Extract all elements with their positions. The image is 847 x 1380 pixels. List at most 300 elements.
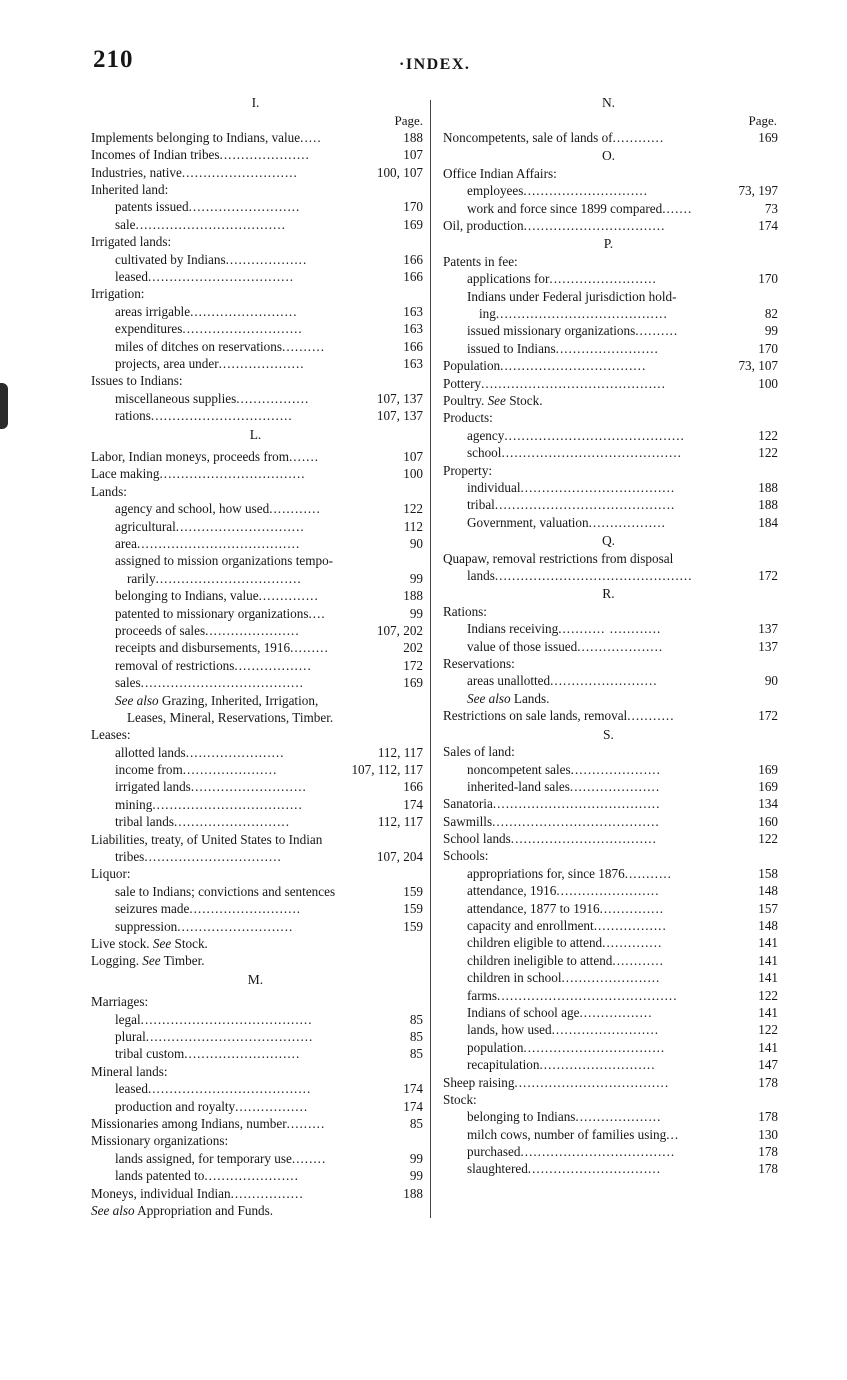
entry-page-number: 163 <box>403 303 423 319</box>
entry-page-number: 100 <box>403 466 423 482</box>
section-letter: I. <box>251 95 260 110</box>
entry-text: removal of restrictions <box>115 657 235 673</box>
entry-text: seizures made <box>115 901 190 917</box>
index-entry <box>84 952 427 969</box>
entry-page-number: 107 <box>403 449 423 465</box>
index-entry <box>436 778 781 795</box>
entry-label <box>443 707 675 724</box>
entry-page-number: 112 <box>403 518 423 534</box>
entry-label <box>91 831 322 848</box>
dot-leader: ............................ <box>182 321 303 337</box>
entry-text: Indians under Federal jurisdiction hold- <box>467 288 677 304</box>
entry-text: sale to Indians; convictions and sentences <box>115 883 336 899</box>
entry-text: miscellaneous supplies <box>115 390 237 406</box>
index-entry <box>436 1091 781 1108</box>
entry-page-number: 157 <box>758 900 778 916</box>
entry-page-number: 107, 112, 117 <box>351 762 423 778</box>
entry-label <box>467 638 663 655</box>
index-entry <box>84 216 427 233</box>
dot-leader: ................. <box>235 1098 309 1114</box>
dot-leader: .............. <box>602 935 663 951</box>
entry-page-number: 107, 137 <box>376 408 423 424</box>
index-entry <box>84 303 427 320</box>
index-entry <box>84 1080 427 1097</box>
index-entry <box>84 129 427 146</box>
entry-text: Noncompetents, sale of lands of <box>443 129 613 145</box>
entry-page-number: 169 <box>403 216 423 232</box>
index-entry <box>84 1063 427 1080</box>
index-entry <box>84 1098 427 1115</box>
dot-leader: ......... <box>286 1115 326 1131</box>
dot-leader: .................................... <box>514 1074 670 1090</box>
index-entry <box>84 831 427 848</box>
entry-text: tribal custom <box>115 1046 185 1062</box>
entry-label <box>467 690 549 707</box>
entry-text: production and royalty <box>115 1098 236 1114</box>
entry-text: Population <box>443 358 501 374</box>
index-entry <box>436 865 781 882</box>
page-title: ·INDEX. <box>399 56 471 73</box>
index-entry <box>436 182 781 199</box>
entry-text: Mineral lands: <box>91 1063 168 1079</box>
entry-page-number: 134 <box>758 796 778 812</box>
index-entry <box>84 285 427 302</box>
index-entry <box>84 1150 427 1167</box>
entry-text: Rations: <box>443 603 487 619</box>
entry-label <box>467 514 666 531</box>
entry-page-number: 169 <box>758 778 778 794</box>
entry-text: School lands <box>443 831 511 847</box>
entry-label <box>115 251 307 268</box>
entry-label <box>467 952 664 969</box>
entry-label <box>467 1143 675 1160</box>
entry-label <box>115 407 293 424</box>
entry-label <box>127 709 333 726</box>
index-entry <box>84 935 427 952</box>
dot-leader: ..................... <box>570 761 661 777</box>
dot-leader: ....................... <box>185 744 285 760</box>
entry-text: leased <box>115 269 148 285</box>
entry-text: Indians receiving <box>467 621 559 637</box>
dot-leader: ......... <box>290 640 329 656</box>
index-entry <box>436 496 781 513</box>
dot-leader: ................................... <box>135 216 286 232</box>
entry-page-number: 122 <box>758 427 778 443</box>
entry-text: noncompetent sales <box>467 761 571 777</box>
index-column-right <box>436 93 781 1178</box>
dot-leader: .................................. <box>147 269 295 285</box>
index-entry <box>436 514 781 531</box>
entry-text: mining <box>115 796 153 812</box>
index-entry <box>84 622 427 639</box>
dot-leader: .................... <box>577 638 664 654</box>
entry-text: appropriations for, since 1876 <box>467 865 625 881</box>
index-entry <box>84 639 427 656</box>
dot-leader: .................................... <box>520 479 676 495</box>
entry-text: Labor, Indian moneys, proceeds from <box>91 449 289 465</box>
dot-leader: ....... <box>662 200 693 216</box>
index-entry <box>436 357 781 374</box>
entry-text: areas irrigable <box>115 303 191 319</box>
section-letter: S. <box>603 726 614 742</box>
entry-page-number: 99 <box>409 1150 423 1166</box>
index-entry <box>436 813 781 830</box>
page-label: Page. <box>748 112 777 128</box>
index-entry <box>436 200 781 217</box>
entry-text: Oil, production <box>443 217 524 233</box>
entry-label <box>443 1091 477 1108</box>
entry-text: belonging to Indians <box>467 1109 576 1125</box>
entry-text: areas unallotted <box>467 673 551 689</box>
entry-page-number: 188 <box>403 588 423 604</box>
see-reference-label: See <box>487 392 506 408</box>
entry-page-number: 122 <box>758 987 778 1003</box>
dot-leader: ........................... <box>184 1046 301 1062</box>
index-entry <box>436 217 781 234</box>
index-entry <box>436 392 781 409</box>
entry-text: Issues to Indians: <box>91 373 183 389</box>
index-entry <box>436 882 781 899</box>
dot-leader: .... <box>308 605 326 621</box>
entry-page-number: 141 <box>758 1039 778 1055</box>
entry-text: attendance, 1877 to 1916 <box>467 900 600 916</box>
index-entry <box>436 322 781 339</box>
index-entry <box>84 657 427 674</box>
entry-label <box>467 1039 665 1056</box>
entry-label <box>115 639 329 656</box>
entry-text: Appropriation and Funds. <box>137 1202 274 1218</box>
dot-leader: ...................... <box>205 622 300 638</box>
dot-leader: .................................. <box>500 358 647 374</box>
entry-text: Lands: <box>91 483 127 499</box>
entry-text: receipts and disbursements, 1916 <box>115 640 291 656</box>
entry-text: tribal lands <box>115 814 174 830</box>
entry-label <box>91 448 319 465</box>
index-entry <box>436 952 781 969</box>
entry-page-number: 137 <box>758 638 778 654</box>
entry-page-number: 137 <box>758 621 778 637</box>
entry-label <box>115 552 333 569</box>
entry-label <box>443 375 666 392</box>
index-entry <box>84 355 427 372</box>
entry-label <box>91 1063 168 1080</box>
dot-leader: ........... ............ <box>558 621 662 637</box>
dot-leader: ......................... <box>190 303 298 319</box>
entry-label <box>115 883 335 900</box>
dot-leader: .......... <box>635 323 679 339</box>
dot-leader: ................................ <box>144 849 282 865</box>
entry-page-number: 170 <box>758 271 778 287</box>
entry-label <box>467 900 664 917</box>
entry-text: Irrigation: <box>91 286 145 302</box>
index-entry <box>436 444 781 461</box>
entry-label <box>115 1080 311 1097</box>
entry-text: Stock: <box>443 1091 477 1107</box>
entry-text: Inherited land: <box>91 182 169 198</box>
entry-page-number: 188 <box>403 1185 423 1201</box>
index-entry <box>84 1115 427 1132</box>
entry-label <box>443 1074 669 1091</box>
dot-leader: ........... <box>624 865 672 881</box>
dot-leader: .................... <box>575 1109 662 1125</box>
entry-page-number: 141 <box>758 1004 778 1020</box>
entry-text: Office Indian Affairs: <box>443 165 557 181</box>
entry-page-number: 148 <box>758 918 778 934</box>
entry-text: expenditures <box>115 321 183 337</box>
entry-text: children eligible to attend <box>467 935 603 951</box>
entry-label <box>115 268 294 285</box>
entry-label <box>467 778 660 795</box>
entry-text: population <box>467 1039 524 1055</box>
section-letter: Q. <box>601 533 616 549</box>
entry-page-number: 90 <box>409 535 423 551</box>
index-entry <box>436 620 781 637</box>
index-entry <box>84 552 427 569</box>
entry-text: lands patented to <box>115 1168 205 1184</box>
entry-page-number: 90 <box>764 673 778 689</box>
entry-label <box>467 567 693 584</box>
dot-leader: ...................................... <box>136 535 301 551</box>
dot-leader: ..................... <box>219 147 310 163</box>
entry-page-number: 141 <box>758 952 778 968</box>
dot-leader: ........................................ <box>140 1011 313 1027</box>
index-entry <box>84 900 427 917</box>
entry-label <box>115 303 297 320</box>
entry-text: value of those issued <box>467 638 578 654</box>
entry-label <box>115 848 282 865</box>
entry-label <box>467 444 682 461</box>
entry-text: Property: <box>443 462 493 478</box>
entry-page-number: 85 <box>409 1029 423 1045</box>
entry-text: income from <box>115 762 183 778</box>
entry-label <box>115 500 321 517</box>
dot-leader: ..................... <box>569 778 661 794</box>
index-entry <box>436 409 781 426</box>
index-entry <box>436 761 781 778</box>
index-entry <box>84 1132 427 1149</box>
dot-leader: ...................... <box>182 762 278 778</box>
index-entry <box>84 1167 427 1184</box>
entry-page-number: 107 <box>403 147 423 163</box>
entry-page-number: 130 <box>758 1126 778 1142</box>
dot-leader: .............................................. <box>494 567 693 583</box>
entry-page-number: 178 <box>758 1074 778 1090</box>
entry-label <box>115 355 305 372</box>
entry-label <box>115 674 304 691</box>
dot-leader: ................................. <box>523 1039 666 1055</box>
entry-text: rations <box>115 408 151 424</box>
entry-page-number: 166 <box>403 338 423 354</box>
entry-page-number: 122 <box>403 501 423 517</box>
entry-text: cultivated by Indians <box>115 251 226 267</box>
entry-page-number: 172 <box>758 708 778 724</box>
entry-text: sale <box>115 216 136 232</box>
entry-label <box>91 465 306 482</box>
index-entry <box>436 462 781 479</box>
entry-page-number: 107, 137 <box>376 390 423 406</box>
dot-leader: ............ <box>612 952 664 968</box>
entry-label <box>443 655 515 672</box>
entry-text: allotted lands <box>115 744 186 760</box>
entry-label <box>91 865 131 882</box>
dot-leader: .......................... <box>189 901 302 917</box>
index-entry <box>84 1202 427 1219</box>
entry-text: lands <box>467 567 495 583</box>
section-letter: L. <box>249 426 262 442</box>
dot-leader: ....................... <box>561 970 661 986</box>
dot-leader: ...................................... <box>147 1081 312 1097</box>
entry-label <box>467 1108 661 1125</box>
entry-label <box>443 550 673 567</box>
entry-page-number: 166 <box>403 269 423 285</box>
entry-page-number: 158 <box>758 865 778 881</box>
entry-page-number: 188 <box>758 479 778 495</box>
entry-label <box>115 692 318 709</box>
entry-page-number: 166 <box>403 779 423 795</box>
index-entry <box>84 465 427 482</box>
index-entry <box>436 375 781 392</box>
entry-text: agency and school, how used <box>115 501 270 517</box>
entry-text: purchased <box>467 1144 521 1160</box>
index-entry <box>436 1039 781 1056</box>
entry-label <box>91 993 148 1010</box>
entry-text: patented to missionary organizations <box>115 605 309 621</box>
dot-leader: ....................................... <box>492 796 661 812</box>
entry-page-number: 122 <box>758 831 778 847</box>
entry-label <box>467 322 678 339</box>
entry-text: projects, area under <box>115 355 219 371</box>
entry-label <box>467 987 678 1004</box>
entry-label <box>467 672 658 689</box>
entry-page-number: 169 <box>758 129 778 145</box>
entry-page-number: 100, 107 <box>376 164 423 180</box>
entry-page-number: 122 <box>758 1022 778 1038</box>
index-entry <box>84 320 427 337</box>
dot-leader: ...................... <box>204 1168 299 1184</box>
entry-page-number: 170 <box>758 340 778 356</box>
index-entry <box>84 407 427 424</box>
entry-page-number: 99 <box>409 570 423 586</box>
see-reference-label: See <box>142 953 161 969</box>
entry-page-number: 172 <box>403 657 423 673</box>
dot-leader: .................... <box>218 355 305 371</box>
column-divider <box>430 100 431 1218</box>
dot-leader: ............ <box>269 501 321 517</box>
index-entry <box>84 448 427 465</box>
index-entry <box>84 390 427 407</box>
entry-label <box>467 934 662 951</box>
entry-page-number: 112, 117 <box>377 814 423 830</box>
entry-page-number: 174 <box>403 1081 423 1097</box>
index-entry <box>84 813 427 830</box>
entry-page-number: 160 <box>758 813 778 829</box>
index-entry <box>84 744 427 761</box>
entry-page-number: 147 <box>758 1057 778 1073</box>
dot-leader: ................. <box>236 390 310 406</box>
entry-text: milch cows, number of families using <box>467 1126 667 1142</box>
index-entry <box>84 198 427 215</box>
entry-text: Incomes of Indian tribes <box>91 147 220 163</box>
entry-page-number: 178 <box>758 1161 778 1177</box>
entry-text: capacity and enrollment <box>467 918 594 934</box>
dot-leader: ................................. <box>523 217 666 233</box>
dot-leader: ....................................... <box>492 813 660 829</box>
dot-leader: ......................... <box>549 271 657 287</box>
index-entry <box>84 181 427 198</box>
entry-page-number: 159 <box>403 901 423 917</box>
dot-leader: ................................. <box>150 408 293 424</box>
entry-page-number: 174 <box>403 796 423 812</box>
index-entry <box>84 848 427 865</box>
entry-label <box>115 390 309 407</box>
entry-label <box>467 1160 661 1177</box>
entry-text: Sales of land: <box>443 744 515 760</box>
entry-text: recapitulation <box>467 1057 540 1073</box>
entry-page-number: 99 <box>409 605 423 621</box>
entry-label <box>467 427 685 444</box>
entry-label <box>443 409 493 426</box>
index-entry <box>436 743 781 760</box>
index-entry <box>436 165 781 182</box>
entry-label <box>91 935 208 952</box>
entry-text: belonging to Indians, value <box>115 588 259 604</box>
entry-label <box>91 372 183 389</box>
index-entry <box>436 690 781 707</box>
entry-label <box>443 129 664 146</box>
dot-leader: ................... <box>225 251 308 267</box>
index-entry <box>436 479 781 496</box>
entry-label <box>91 129 322 146</box>
page-number: 210 <box>93 46 134 73</box>
index-entry <box>436 672 781 689</box>
entry-label <box>443 830 657 847</box>
entry-text: Industries, native <box>91 164 182 180</box>
entry-label <box>467 496 675 513</box>
entry-label <box>443 847 488 864</box>
entry-label <box>115 338 325 355</box>
index-entry <box>84 570 427 587</box>
entry-page-number: 174 <box>758 217 778 233</box>
entry-text: Lands. <box>513 690 550 706</box>
entry-label <box>127 570 302 587</box>
dot-leader: .................. <box>234 657 312 673</box>
entry-text: school <box>467 445 502 461</box>
entry-label <box>115 1028 313 1045</box>
index-entry <box>84 865 427 882</box>
entry-label <box>443 603 487 620</box>
dot-leader: .............................. <box>175 518 305 534</box>
entry-text: ing <box>479 306 496 322</box>
entry-label <box>467 761 661 778</box>
entry-text: suppression <box>115 918 178 934</box>
entry-label <box>115 918 293 935</box>
index-entry <box>84 338 427 355</box>
entry-label <box>91 233 171 250</box>
index-entry <box>436 655 781 672</box>
entry-page-number: 99 <box>764 323 778 339</box>
index-entry <box>436 288 781 305</box>
entry-page-number: 188 <box>403 129 423 145</box>
index-entry <box>436 707 781 724</box>
entry-page-number: 73 <box>764 200 778 216</box>
entry-text: Marriages: <box>91 994 149 1010</box>
entry-label <box>115 744 285 761</box>
entry-label <box>91 726 131 743</box>
entry-text: tribes <box>115 849 145 865</box>
entry-label <box>115 778 307 795</box>
entry-page-number: 202 <box>403 640 423 656</box>
index-entry <box>436 795 781 812</box>
